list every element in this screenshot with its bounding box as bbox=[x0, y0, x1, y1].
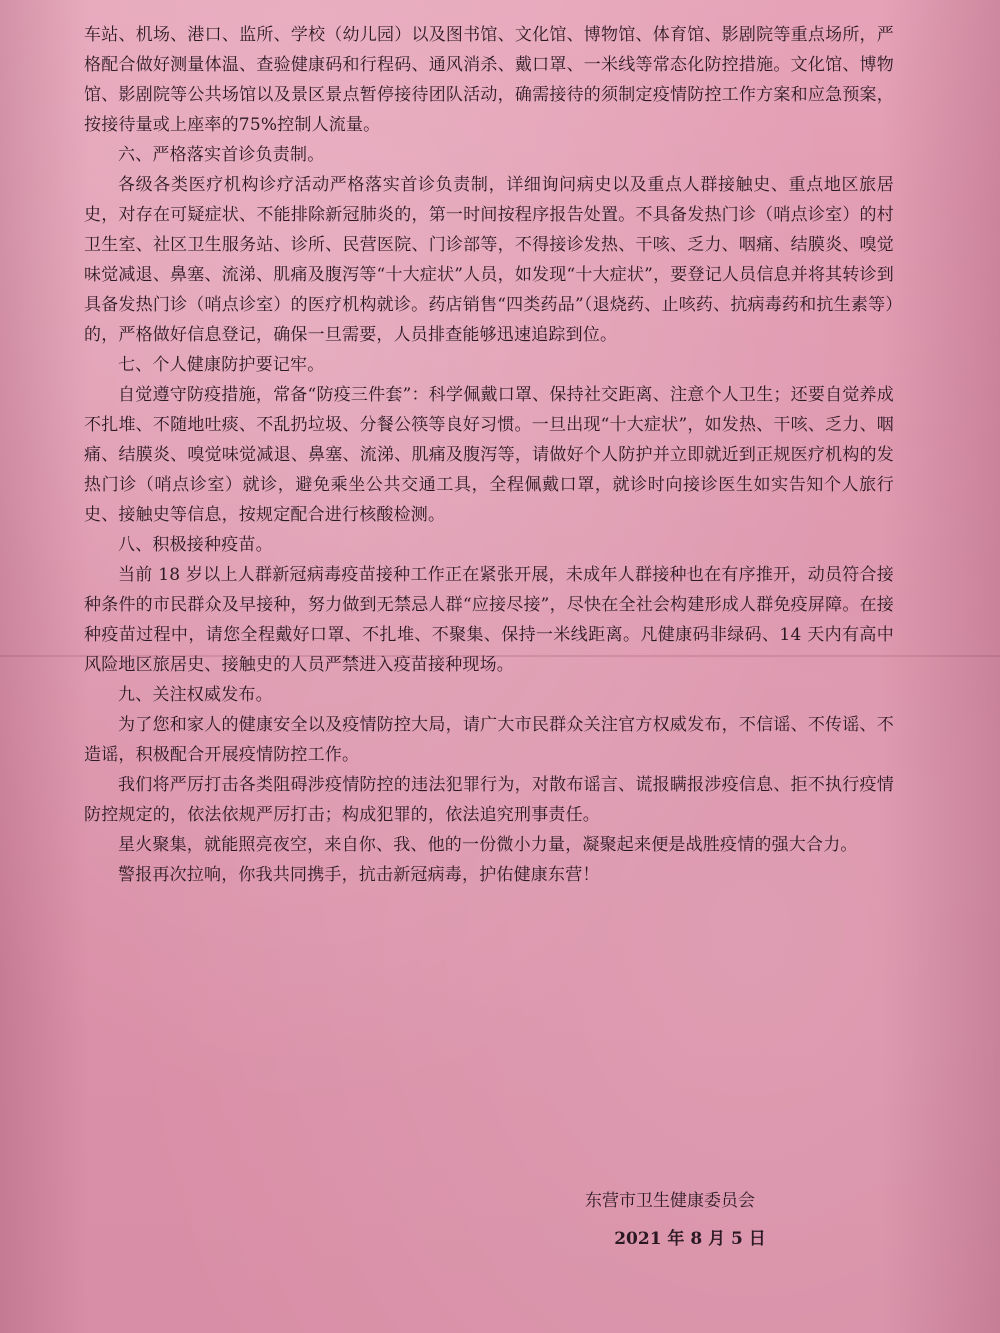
closing-paragraph-1: 星火聚集，就能照亮夜空，来自你、我、他的一份微小力量，凝聚起来便是战胜疫情的强大合力。 bbox=[118, 835, 858, 855]
section-8-body: 当前 18 岁以上人群新冠病毒疫苗接种工作正在紧张开展，未成年人群接种也在有序推开，动员符合接种条件的市民群众及早接种，努力做到无禁忌人群“应接尽接”，尽快在全社会构建形成人群免疫屏障。在接种疫苗过程中，请您全程戴好口罩、不扎堆、不聚集、保持一米线距离。凡健康码非绿码、14 天内有高中风险地区旅居史、接触史的人员严禁进入疫苗接种现场。 bbox=[84, 565, 894, 675]
section-7-body: 自觉遵守防疫措施，常备“防疫三件套”：科学佩戴口罩、保持社交距离、注意个人卫生；还要自觉养成不扎堆、不随地吐痰、不乱扔垃圾、分餐公筷等良好习惯。一旦出现“十大症状”，如发热、干咳、乏力、咽痛、结膜炎、嗅觉味觉减退、鼻塞、流涕、肌痛及腹泻等，请做好个人防护并立即就近到正规医疗机构的发热门诊（哨点诊室）就诊，避免乘坐公共交通工具，全程佩戴口罩，就诊时向接诊医生如实告知个人旅行史、接触史等信息，按规定配合进行核酸检测。 bbox=[84, 385, 894, 525]
closing-paragraph-2: 警报再次拉响，你我共同携手，抗击新冠病毒，护佑健康东营！ bbox=[118, 865, 600, 885]
section-8-heading: 八、积极接种疫苗。 bbox=[118, 535, 273, 555]
section-9-body-1: 为了您和家人的健康安全以及疫情防控大局，请广大市民群众关注官方权威发布，不信谣、不传谣、不造谣，积极配合开展疫情防控工作。 bbox=[84, 715, 894, 765]
section-9-body-2: 我们将严厉打击各类阻碍涉疫情防控的违法犯罪行为，对散布谣言、谎报瞒报涉疫信息、拒不执行疫情防控规定的，依法依规严厉打击；构成犯罪的，依法追究刑事责任。 bbox=[84, 775, 894, 825]
signature-block bbox=[540, 1182, 800, 1258]
signature-date: 2021 年 8 月 5 日 bbox=[614, 1229, 766, 1249]
signature-organization: 东营市卫生健康委员会 bbox=[585, 1191, 755, 1211]
section-6-heading: 六、严格落实首诊负责制。 bbox=[118, 145, 325, 165]
intro-paragraph: 车站、机场、港口、监所、学校（幼儿园）以及图书馆、文化馆、博物馆、体育馆、影剧院等重点场所，严格配合做好测量体温、查验健康码和行程码、通风消杀、戴口罩、一米线等常态化防控措施。文化馆、博物馆、影剧院等公共场馆以及景区景点暂停接待团队活动，确需接待的须制定疫情防控工作方案和应急预案，按接待量或上座率的75%控制人流量。 bbox=[84, 25, 894, 135]
section-6-body: 各级各类医疗机构诊疗活动严格落实首诊负责制，详细询问病史以及重点人群接触史、重点地区旅居史，对存在可疑症状、不能排除新冠肺炎的，第一时间按程序报告处置。不具备发热门诊（哨点诊室）的村卫生室、社区卫生服务站、诊所、民营医院、门诊部等，不得接诊发热、干咳、乏力、咽痛、结膜炎、嗅觉味觉减退、鼻塞、流涕、肌痛及腹泻等“十大症状”人员，如发现“十大症状”，要登记人员信息并将其转诊到具备发热门诊（哨点诊室）的医疗机构就诊。药店销售“四类药品”（退烧药、止咳药、抗病毒药和抗生素等）的，严格做好信息登记，确保一旦需要，人员排查能够迅速追踪到位。 bbox=[84, 175, 894, 345]
section-9-heading: 九、关注权威发布。 bbox=[118, 685, 273, 705]
section-7-heading: 七、个人健康防护要记牢。 bbox=[118, 355, 325, 375]
notice-body bbox=[84, 20, 894, 890]
